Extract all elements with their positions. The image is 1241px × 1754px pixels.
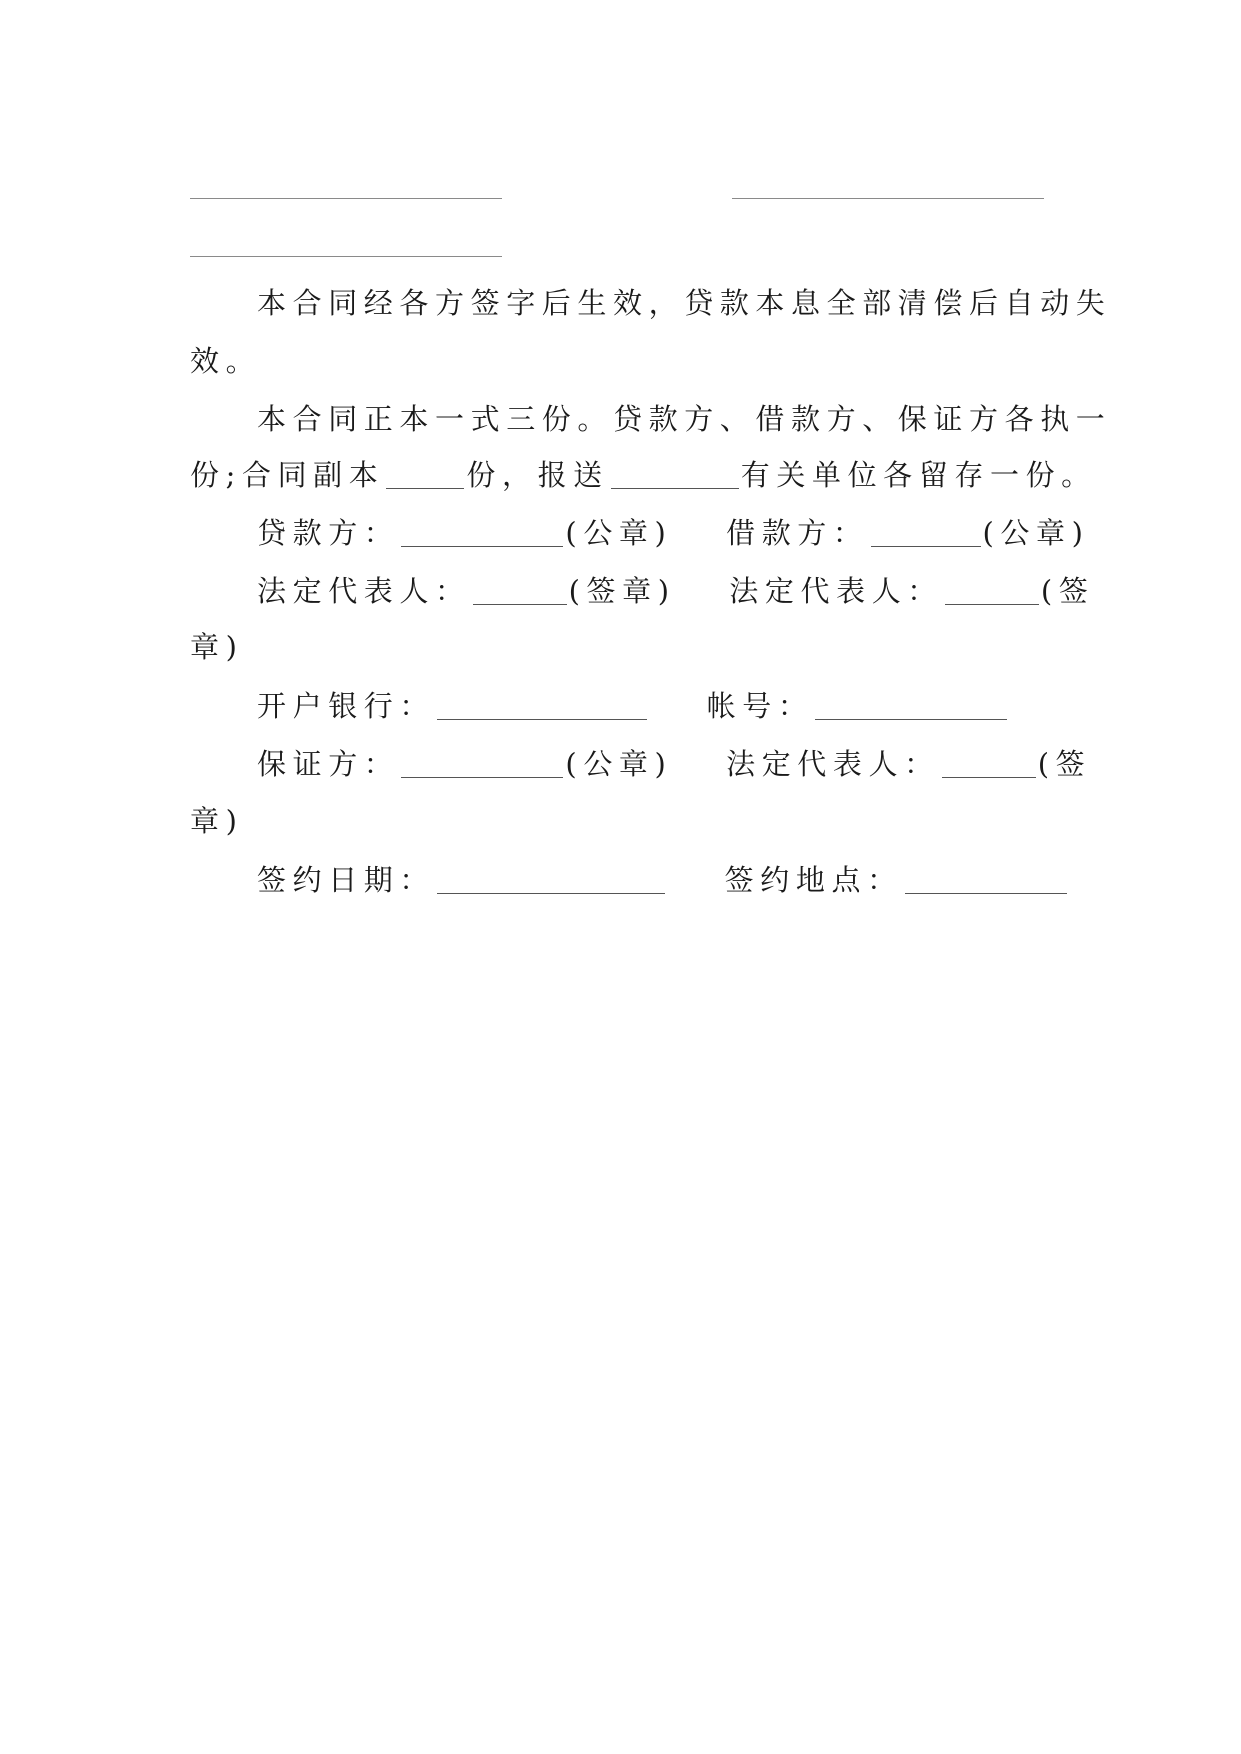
account-label: 帐号： (706, 689, 814, 723)
guarantor-label: 保证方： (257, 747, 400, 781)
signing-date-label: 签约日期： (257, 863, 436, 897)
borrower-label: 借款方： (726, 516, 869, 550)
guarantor-rep-label: 法定代表人： (726, 747, 940, 781)
blank-rule-second-left (190, 256, 502, 257)
guarantor-line (257, 744, 1091, 784)
report-to-blank[interactable] (611, 460, 739, 489)
bank-name-blank[interactable] (437, 691, 647, 720)
borrower-rep-label: 法定代表人： (729, 574, 943, 608)
guarantor-rep-seal-1: (签 (1037, 747, 1092, 781)
lender-rep-blank[interactable] (473, 576, 567, 605)
blank-rule-top-left (190, 198, 502, 199)
account-number-blank[interactable] (815, 691, 1007, 720)
copies-paragraph-line-2 (190, 455, 1097, 495)
lender-seal: (公章) (565, 516, 673, 550)
lender-name-blank[interactable] (401, 518, 563, 547)
borrower-rep-seal-2: 章) (190, 630, 244, 664)
bank-line (257, 686, 1009, 726)
blank-rule-top-right (732, 198, 1044, 199)
lender-rep-seal: (签章) (568, 574, 676, 608)
effect-paragraph-line-2 (190, 341, 261, 381)
borrower-rep-blank[interactable] (945, 576, 1039, 605)
copies-text-2a: 份;合同副本 (190, 458, 385, 492)
effect-text-1: 本合同经各方签字后生效，贷款本息全部清偿后自动失 (257, 286, 1112, 320)
party-line-legal-reps-wrap (190, 627, 244, 667)
party-line-legal-reps (257, 571, 1094, 611)
bank-label: 开户银行： (257, 689, 436, 723)
effect-paragraph-line-1 (257, 283, 1111, 323)
copies-text-2c: 有关单位各留存一份。 (740, 458, 1097, 492)
signing-line (257, 860, 1069, 900)
guarantor-seal: (公章) (565, 747, 673, 781)
effect-text-2: 效。 (190, 344, 262, 378)
guarantor-name-blank[interactable] (401, 749, 563, 778)
copies-count-blank[interactable] (386, 460, 464, 489)
signing-place-label: 签约地点： (724, 863, 903, 897)
copies-paragraph-line-1 (257, 399, 1111, 439)
copies-text-2b: 份，报送 (466, 458, 609, 492)
borrower-rep-seal-1: (签 (1040, 574, 1095, 608)
guarantor-line-wrap (190, 801, 244, 841)
borrower-seal: (公章) (982, 516, 1090, 550)
party-line-lender-borrower (257, 513, 1090, 553)
borrower-name-blank[interactable] (871, 518, 981, 547)
signing-place-blank[interactable] (905, 865, 1067, 894)
lender-label: 贷款方： (257, 516, 400, 550)
signing-date-blank[interactable] (437, 865, 665, 894)
guarantor-rep-seal-2: 章) (190, 804, 244, 838)
copies-text-1: 本合同正本一式三份。贷款方、借款方、保证方各执一 (257, 402, 1112, 436)
guarantor-rep-blank[interactable] (942, 749, 1036, 778)
lender-rep-label: 法定代表人： (257, 574, 471, 608)
